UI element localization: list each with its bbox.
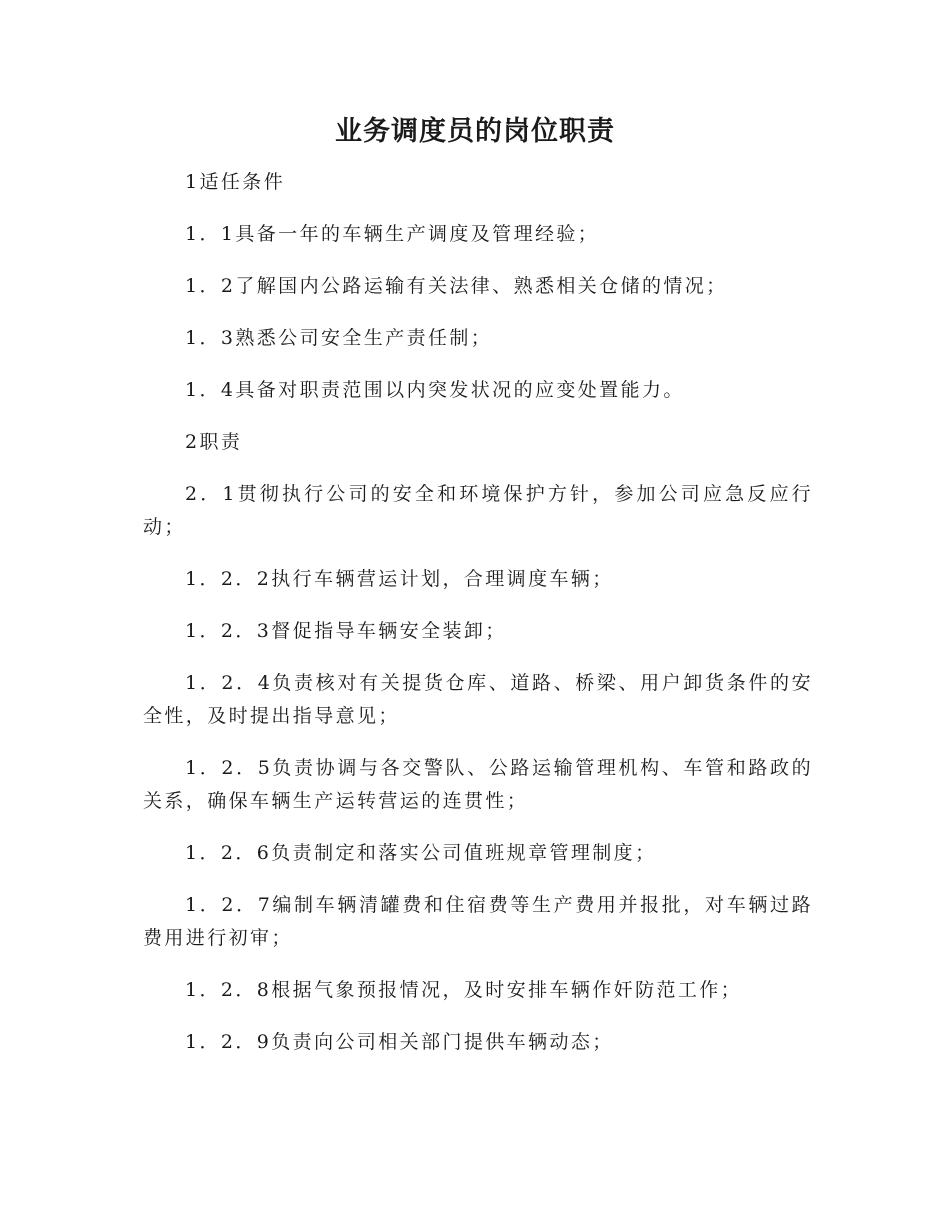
paragraph-1-1: 1．1具备一年的车辆生产调度及管理经验； [185, 223, 600, 245]
paragraph-1-2-4: 1．2．4负责核对有关提货仓库、道路、桥梁、用户卸货条件的安全性，及时提出指导意见； [143, 672, 813, 727]
paragraph-1-3: 1．3熟悉公司安全生产责任制； [185, 327, 493, 349]
paragraph-duties-heading: 2职责 [185, 431, 243, 453]
paragraph-1-2-8: 1．2．8根据气象预报情况，及时安排车辆作奸防范工作； [185, 979, 743, 1001]
paragraph-1-2-6: 1．2．6负责制定和落实公司值班规章管理制度； [185, 842, 657, 864]
document-body [143, 166, 813, 1059]
page-title: 业务调度员的岗位职责 [335, 116, 615, 147]
paragraph-1-2-5: 1．2．5负责协调与各交警队、公路运输管理机构、车管和路政的关系，确保车辆生产运转营运的连贯性； [143, 757, 813, 812]
paragraph-qualifications-heading: 1适任条件 [185, 171, 286, 193]
paragraph-1-2-3: 1．2．3督促指导车辆安全装卸； [185, 620, 507, 642]
paragraph-1-4: 1．4具备对职责范围以内突发状况的应变处置能力。 [185, 379, 685, 401]
paragraph-2-1: 2．1贯彻执行公司的安全和环境保护方针，参加公司应急反应行动； [143, 483, 813, 538]
paragraph-1-2-2: 1．2．2执行车辆营运计划，合理调度车辆； [185, 568, 614, 590]
paragraph-1-2-7: 1．2．7编制车辆清罐费和住宿费等生产费用并报批，对车辆过路费用进行初审； [143, 894, 813, 949]
paragraph-1-2: 1．2了解国内公路运输有关法律、熟悉相关仓储的情况； [185, 275, 728, 297]
paragraph-1-2-9: 1．2．9负责向公司相关部门提供车辆动态； [185, 1031, 614, 1053]
